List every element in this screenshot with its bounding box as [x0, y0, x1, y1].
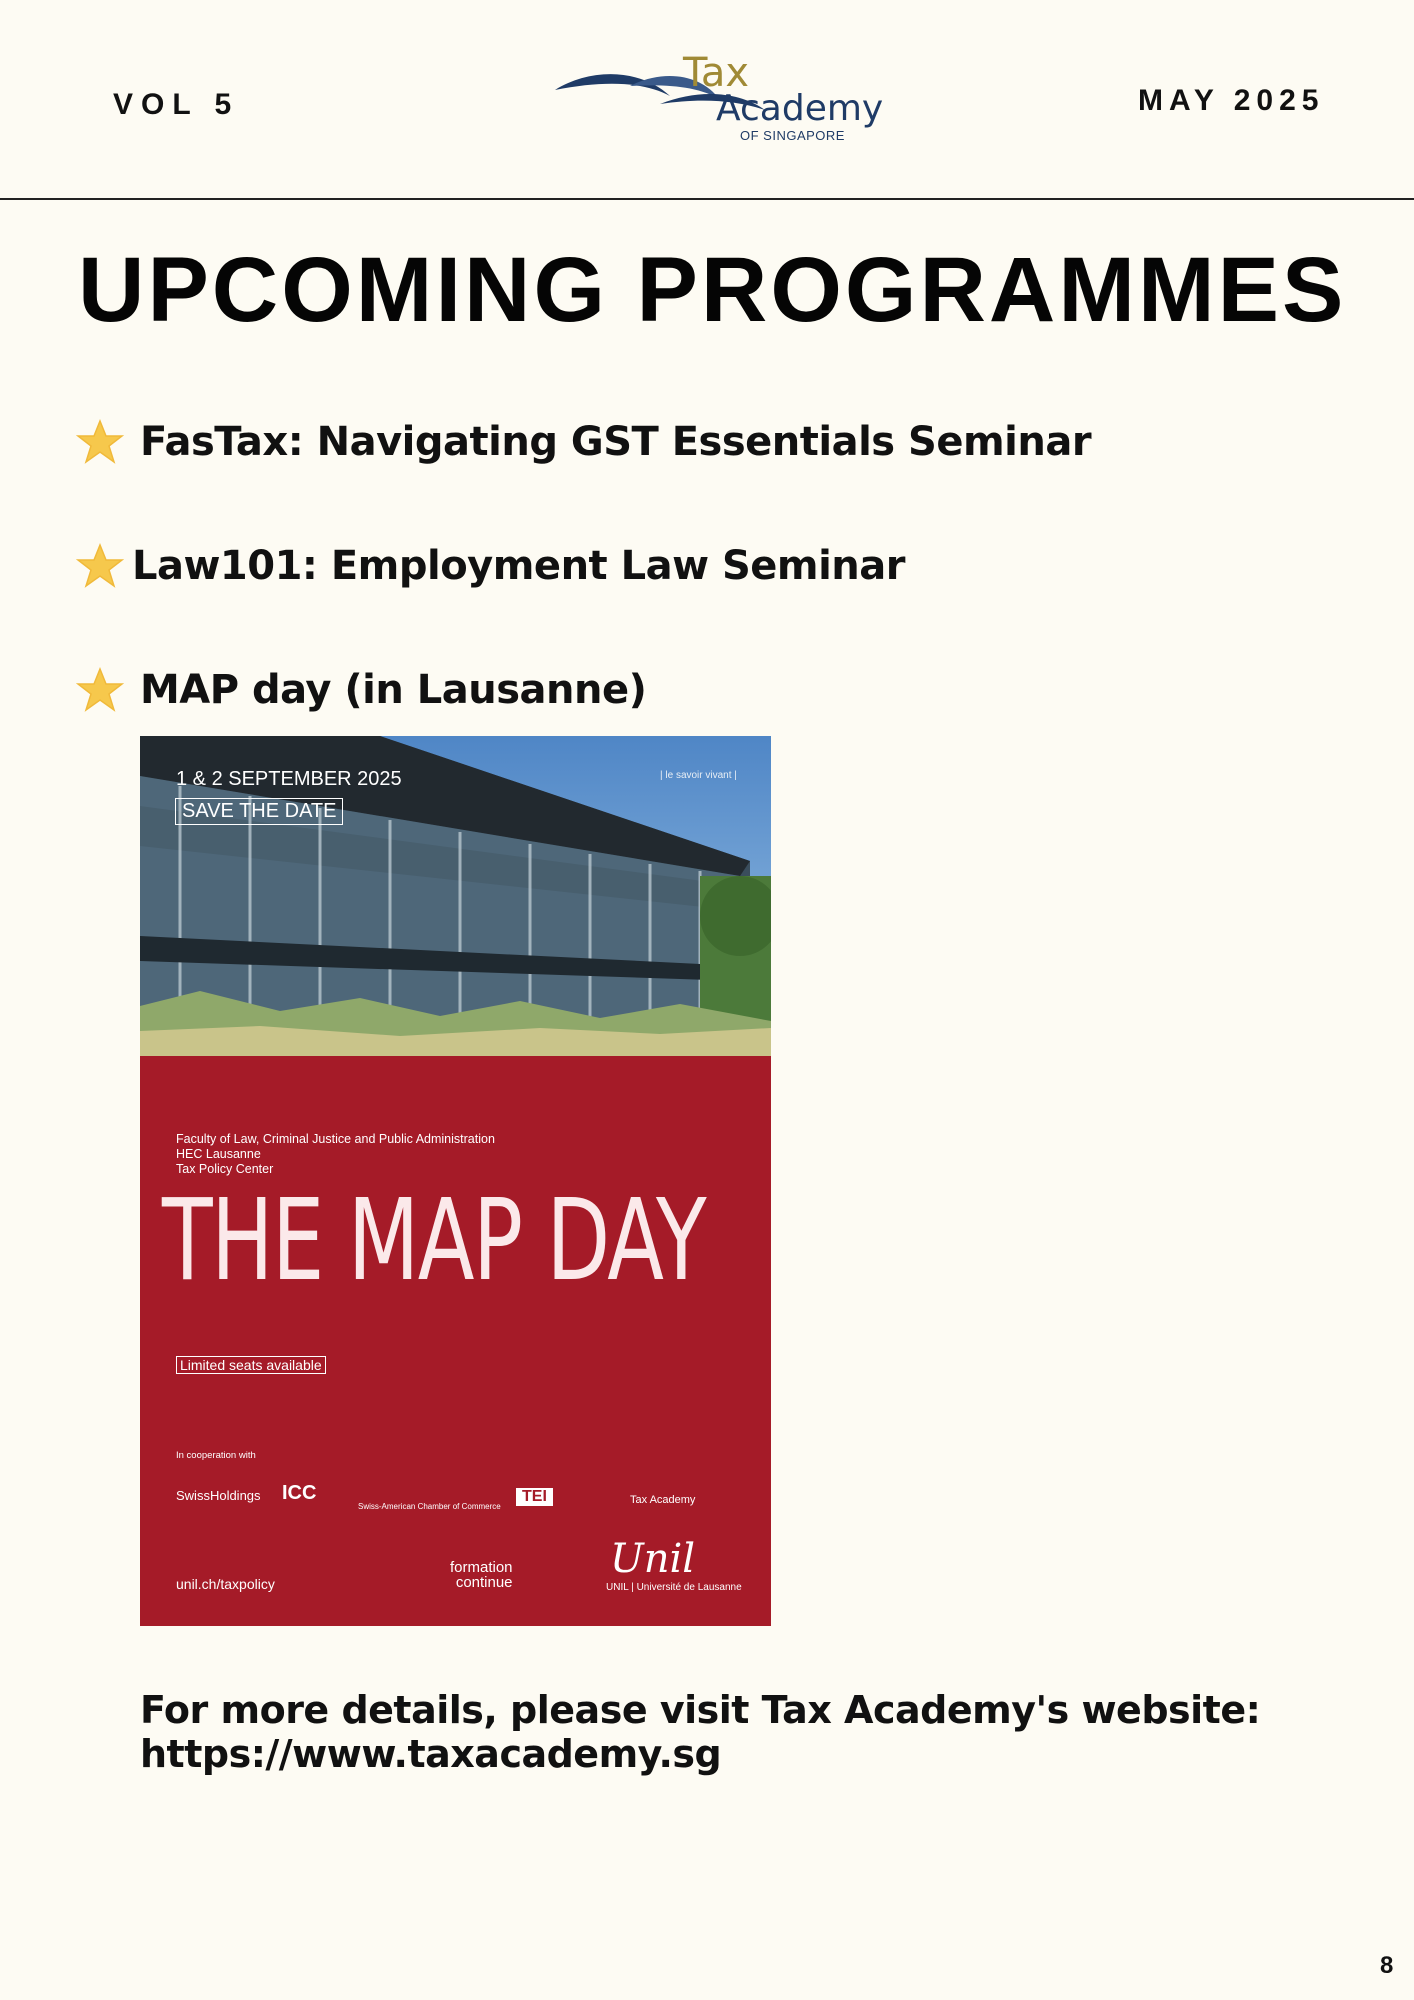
poster-seats: Limited seats available — [176, 1356, 326, 1374]
sponsor-swiss-american: Swiss-American Chamber of Commerce — [358, 1502, 501, 1511]
tax-academy-logo — [550, 48, 884, 148]
sponsor-tax-academy: Tax Academy — [630, 1494, 696, 1506]
poster-organisers: Faculty of Law, Criminal Justice and Public Administration HEC Lausanne Tax Policy Center — [176, 1132, 495, 1176]
poster-formation: formation continue — [450, 1559, 513, 1591]
issue-date: MAY 2025 — [1138, 84, 1325, 117]
page-number: 8 — [1380, 1952, 1394, 1979]
sponsor-tei: TEI — [516, 1488, 553, 1506]
poster-cooperation: In cooperation with — [176, 1450, 256, 1461]
website-info-line: For more details, please visit Tax Academy's website: — [140, 1688, 1261, 1732]
website-info — [140, 1688, 1260, 1776]
programme-item — [76, 418, 1091, 466]
poster-tagline: | le savoir vivant | — [660, 770, 737, 781]
sponsor-swissholdings: SwissHoldings — [176, 1488, 261, 1503]
map-day-poster — [140, 736, 771, 1626]
programme-item — [76, 542, 905, 590]
programme-label: FasTax: Navigating GST Essentials Seminar — [140, 419, 1092, 465]
programme-label: Law101: Employment Law Seminar — [132, 543, 905, 589]
poster-unil-logo: Unil — [610, 1536, 696, 1582]
programme-item — [76, 666, 646, 714]
star-icon — [76, 418, 124, 466]
volume-label: VOL 5 — [113, 88, 240, 121]
logo-singapore-text: OF SINGAPORE — [740, 128, 845, 143]
star-icon — [76, 666, 124, 714]
logo-tax-text: Tax — [683, 50, 749, 96]
poster-save-the-date: SAVE THE DATE — [175, 798, 343, 825]
poster-url: unil.ch/taxpolicy — [176, 1576, 275, 1592]
programme-label: MAP day (in Lausanne) — [140, 667, 647, 713]
logo-academy-text: Academy — [716, 88, 884, 129]
poster-title: THE MAP DAY — [162, 1176, 706, 1306]
website-link[interactable]: https://www.taxacademy.sg — [140, 1732, 722, 1776]
star-icon — [76, 542, 124, 590]
sponsor-icc: ICC — [282, 1482, 317, 1504]
page-title: UPCOMING PROGRAMMES — [78, 239, 1347, 341]
poster-date: 1 & 2 SEPTEMBER 2025 — [176, 768, 402, 790]
poster-unil-subtitle: UNIL | Université de Lausanne — [606, 1582, 742, 1593]
header-divider — [0, 198, 1414, 200]
